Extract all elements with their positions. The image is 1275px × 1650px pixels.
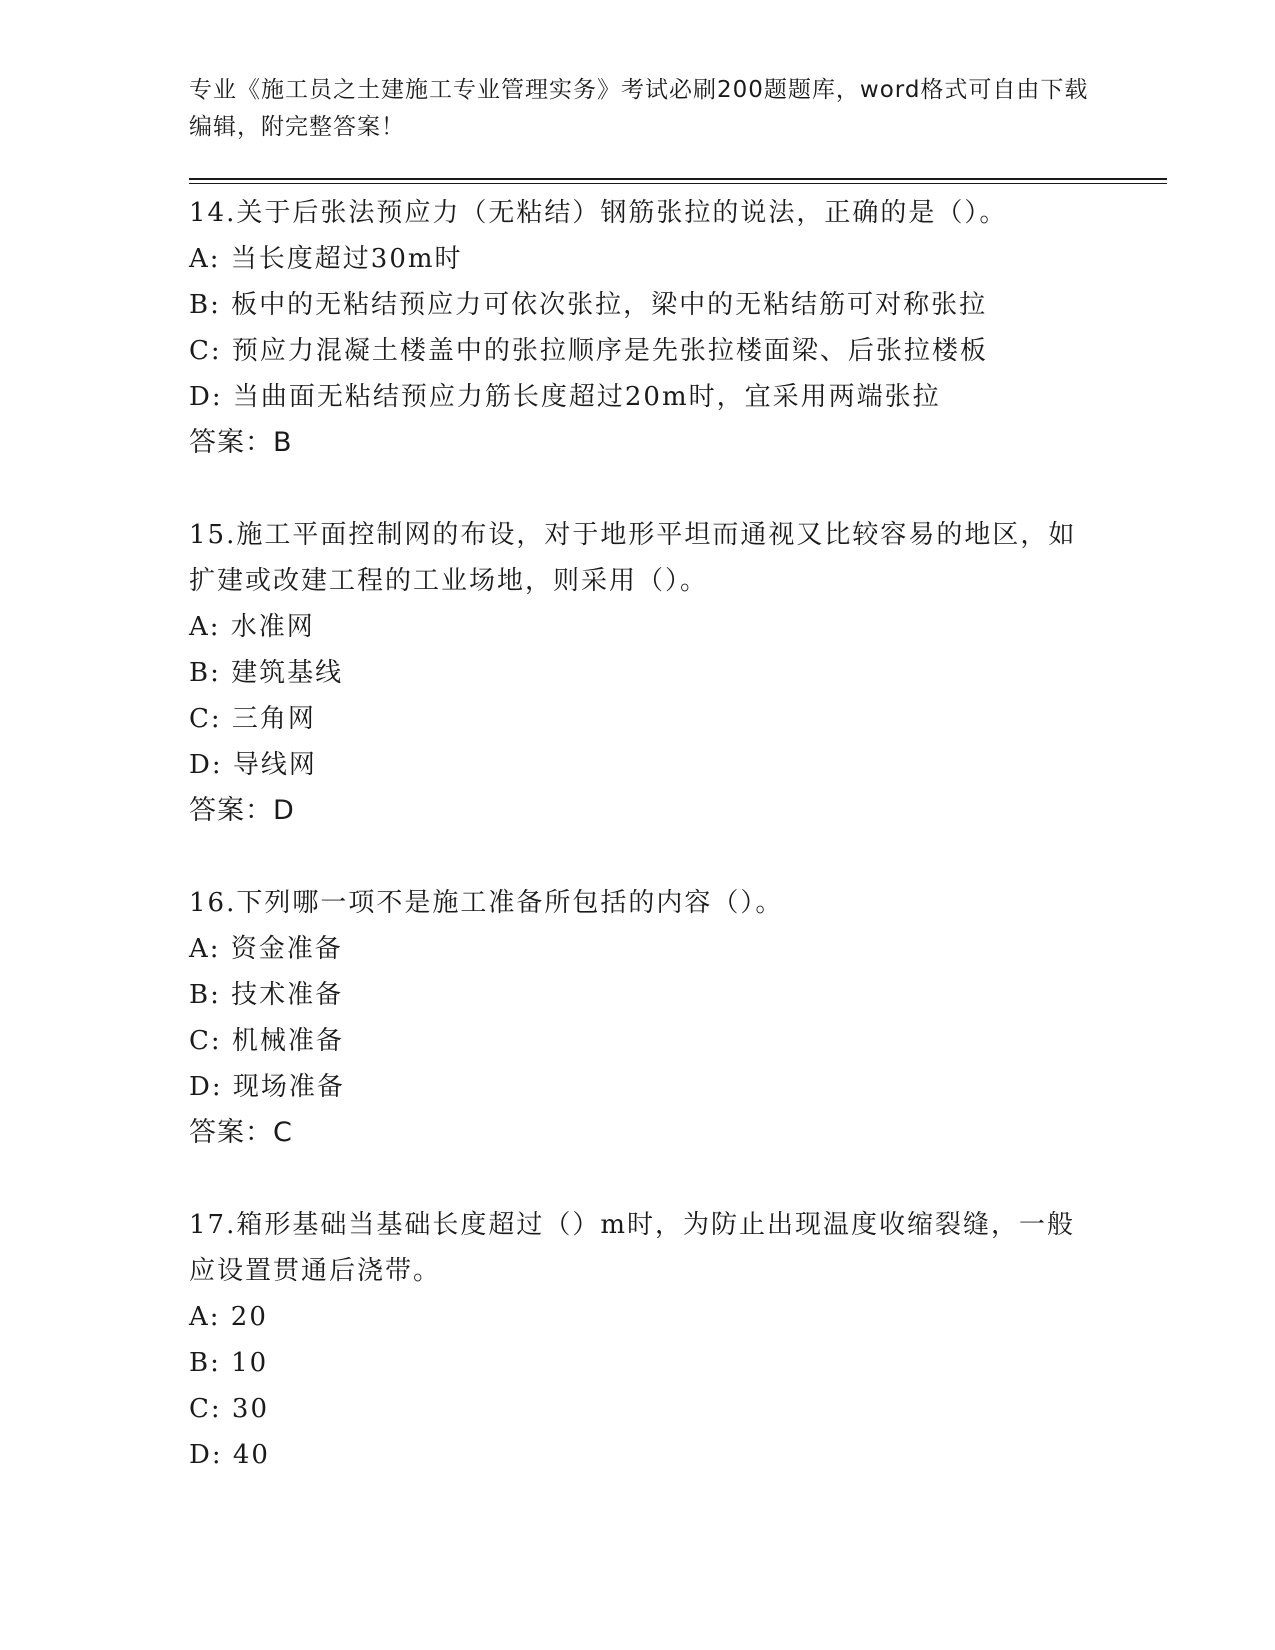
question-list: [189, 190, 1089, 1524]
question-15: [189, 512, 1089, 834]
option-c: C: 30: [189, 1394, 270, 1424]
option-b: B: 10: [189, 1348, 269, 1378]
answer: 答案：D: [189, 795, 295, 826]
option-d: D: 现场准备: [189, 1072, 345, 1102]
header-divider-thin: [189, 183, 1167, 184]
option-d: D: 40: [189, 1440, 270, 1470]
question-stem: 17.箱形基础当基础长度超过（）m时，为防止出现温度收缩裂缝，一般应设置贯通后浇带。: [189, 1210, 1076, 1286]
option-c: C: 三角网: [189, 704, 316, 734]
header-divider: [189, 178, 1167, 180]
option-a: A: 水准网: [189, 612, 315, 642]
answer: 答案：C: [189, 1117, 293, 1148]
option-d: D: 当曲面无粘结预应力筋长度超过20m时，宜采用两端张拉: [189, 382, 941, 412]
option-b: B: 技术准备: [189, 980, 344, 1010]
document-header: 专业《施工员之土建施工专业管理实务》考试必刷200题题库，word格式可自由下载编辑，附完整答案！: [189, 77, 1089, 140]
question-stem: 16.下列哪一项不是施工准备所包括的内容（）。: [189, 888, 784, 918]
option-c: C: 机械准备: [189, 1026, 344, 1056]
option-d: D: 导线网: [189, 750, 317, 780]
question-stem: 14.关于后张法预应力（无粘结）钢筋张拉的说法，正确的是（）。: [189, 198, 1008, 228]
answer: 答案：B: [189, 427, 293, 458]
question-17: [189, 1202, 1089, 1478]
option-b: B: 建筑基线: [189, 658, 344, 688]
option-b: B: 板中的无粘结预应力可依次张拉，梁中的无粘结筋可对称张拉: [189, 290, 988, 320]
option-c: C: 预应力混凝土楼盖中的张拉顺序是先张拉楼面梁、后张拉楼板: [189, 336, 988, 366]
option-a: A: 当长度超过30m时: [189, 244, 463, 274]
question-14: [189, 190, 1089, 466]
option-a: A: 资金准备: [189, 934, 343, 964]
question-16: [189, 880, 1089, 1156]
option-a: A: 20: [189, 1302, 268, 1332]
question-stem: 15.施工平面控制网的布设，对于地形平坦而通视又比较容易的地区，如扩建或改建工程的工业场地，则采用（）。: [189, 520, 1077, 596]
